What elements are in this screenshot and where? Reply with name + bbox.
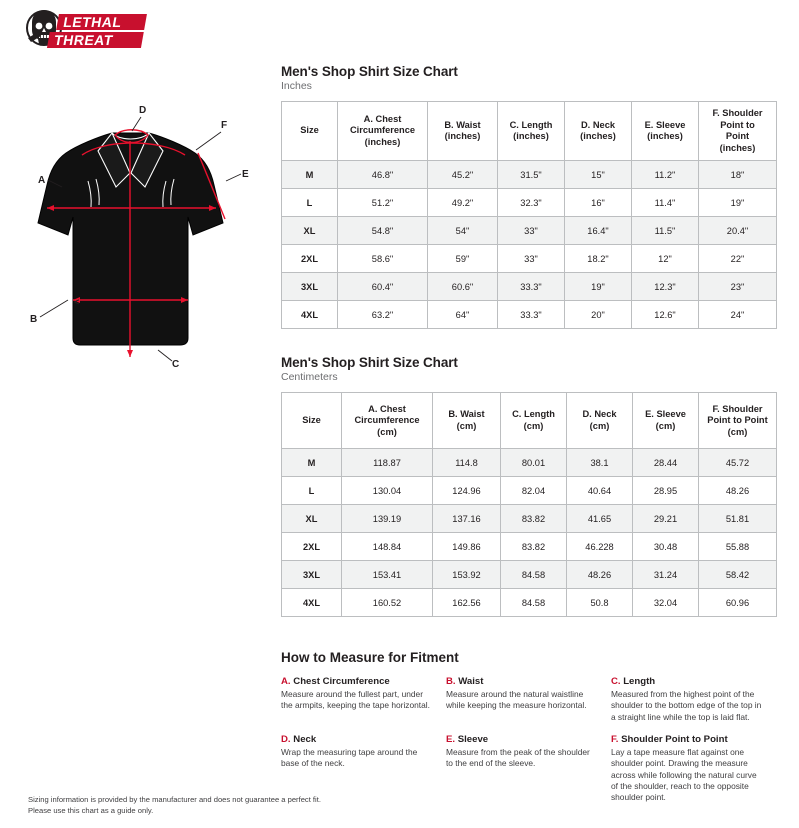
- col-header-shoulder: F. Shoulder Point to Point (inches): [699, 102, 777, 161]
- cell-length: 32.3": [498, 189, 565, 217]
- measure-desc: Measure from the peak of the shoulder to the end of the sleeve.: [445, 747, 590, 769]
- cell-waist: 124.96: [433, 477, 501, 505]
- diagram-label-D: D: [139, 105, 147, 116]
- measure-letter: C.: [610, 676, 621, 687]
- inches-section-subtitle: Inches: [281, 80, 312, 92]
- cell-chest: 130.04: [342, 477, 433, 505]
- cell-length: 83.82: [501, 533, 567, 561]
- measure-name: Waist: [455, 676, 484, 687]
- cell-neck: 38.1: [567, 449, 633, 477]
- cell-sleeve: 31.24: [633, 561, 699, 589]
- cell-size: L: [282, 189, 338, 217]
- cell-chest: 148.84: [342, 533, 433, 561]
- size-table-centimeters: [281, 392, 777, 617]
- measure-desc: Measure around the natural waistline while keeping the measure horizontal.: [445, 689, 587, 711]
- table-row: [282, 301, 777, 329]
- col-header-chest: A. Chest Circumference (cm): [342, 393, 433, 449]
- disclaimer-line-2: Please use this chart as a guide only.: [28, 806, 154, 815]
- cell-neck: 46.228: [567, 533, 633, 561]
- table-row: [282, 161, 777, 189]
- cell-sleeve: 12.6": [632, 301, 699, 329]
- size-table-inches: [281, 101, 777, 329]
- col-header-shoulder: F. Shoulder Point to Point (cm): [699, 393, 777, 449]
- measure-grid: [281, 676, 776, 815]
- measure-name: Chest Circumference: [290, 676, 390, 687]
- cell-size: M: [282, 161, 338, 189]
- table-row: [282, 561, 777, 589]
- shirt-measurement-diagram: [20, 95, 265, 385]
- measure-letter: D.: [281, 734, 291, 746]
- measure-name: Length: [620, 676, 656, 687]
- svg-text:THREAT: THREAT: [52, 32, 115, 48]
- measure-desc: Wrap the measuring tape around the base of the neck.: [281, 747, 418, 769]
- measure-desc: Measure around the fullest part, under the armpits, keeping the tape horizontal.: [281, 689, 430, 711]
- how-to-measure-section: [281, 650, 776, 815]
- cell-length: 33.3": [498, 301, 565, 329]
- cell-length: 33": [498, 217, 565, 245]
- shirt-diagram-icon: [20, 95, 265, 385]
- col-header-chest: A. Chest Circumference (inches): [338, 102, 428, 161]
- cell-length: 33.3": [498, 273, 565, 301]
- cell-shoulder: 20.4": [699, 217, 777, 245]
- measure-desc: Lay a tape measure flat against one shoulder point. Drawing the measure across while following the natural curve of the shoulder, reach to the opposite shoulder point.: [610, 747, 757, 803]
- cell-shoulder: 23": [699, 273, 777, 301]
- diagram-label-C: C: [172, 359, 180, 370]
- measure-letter: E.: [445, 734, 456, 746]
- cell-chest: 153.41: [342, 561, 433, 589]
- how-to-measure-title: How to Measure for Fitment: [281, 650, 459, 665]
- cell-shoulder: 45.72: [699, 449, 777, 477]
- lethal-threat-logo-icon: [22, 8, 152, 56]
- cell-chest: 51.2": [338, 189, 428, 217]
- diagram-label-E: E: [242, 169, 249, 180]
- cell-waist: 153.92: [433, 561, 501, 589]
- cell-length: 83.82: [501, 505, 567, 533]
- col-header-waist: B. Waist (inches): [428, 102, 498, 161]
- col-header-size: Size: [282, 393, 342, 449]
- cell-sleeve: 12.3": [632, 273, 699, 301]
- brand-logo: [22, 8, 152, 56]
- cm-section-subtitle: Centimeters: [281, 371, 338, 384]
- col-header-waist: B. Waist (cm): [433, 393, 501, 449]
- cell-neck: 20": [565, 301, 632, 329]
- cell-neck: 16": [565, 189, 632, 217]
- measure-item-shoulder: [611, 734, 776, 804]
- col-header-length: C. Length (cm): [501, 393, 567, 449]
- cell-length: 80.01: [501, 449, 567, 477]
- table-row: [282, 477, 777, 505]
- diagram-label-B: B: [30, 314, 38, 325]
- cell-neck: 18.2": [565, 245, 632, 273]
- measure-name: Sleeve: [455, 734, 489, 746]
- cell-sleeve: 28.95: [633, 477, 699, 505]
- cell-neck: 16.4": [565, 217, 632, 245]
- cell-shoulder: 24": [699, 301, 777, 329]
- measure-letter: F.: [610, 734, 619, 746]
- measure-name: Shoulder Point to Point: [618, 734, 728, 746]
- svg-text:LETHAL: LETHAL: [62, 14, 124, 30]
- cell-chest: 58.6": [338, 245, 428, 273]
- cell-size: XL: [282, 505, 342, 533]
- table-header-row: [282, 102, 777, 161]
- cell-shoulder: 48.26: [699, 477, 777, 505]
- cell-sleeve: 30.48: [633, 533, 699, 561]
- cell-waist: 59": [428, 245, 498, 273]
- cell-chest: 63.2": [338, 301, 428, 329]
- cell-size: 3XL: [282, 273, 338, 301]
- disclaimer-line-1: Sizing information is provided by the manufacturer and does not guarantee a perfect fit.: [28, 795, 321, 804]
- cell-chest: 46.8": [338, 161, 428, 189]
- cell-shoulder: 60.96: [699, 589, 777, 617]
- cell-waist: 137.16: [433, 505, 501, 533]
- measure-item-chest: [281, 676, 446, 723]
- cell-neck: 40.64: [567, 477, 633, 505]
- cell-waist: 162.56: [433, 589, 501, 617]
- cell-sleeve: 11.2": [632, 161, 699, 189]
- diagram-label-F: F: [221, 120, 228, 131]
- diagram-label-A: A: [38, 175, 46, 186]
- cell-waist: 114.8: [433, 449, 501, 477]
- cell-shoulder: 18": [699, 161, 777, 189]
- cell-length: 84.58: [501, 589, 567, 617]
- cell-chest: 139.19: [342, 505, 433, 533]
- measure-item-sleeve: [446, 734, 611, 804]
- table-header-row: [282, 393, 777, 449]
- cell-neck: 48.26: [567, 561, 633, 589]
- cell-chest: 160.52: [342, 589, 433, 617]
- cm-section-title: Men's Shop Shirt Size Chart: [281, 355, 458, 371]
- inches-section-title: Men's Shop Shirt Size Chart: [281, 64, 458, 79]
- cell-shoulder: 22": [699, 245, 777, 273]
- cell-length: 31.5": [498, 161, 565, 189]
- cell-sleeve: 12": [632, 245, 699, 273]
- cell-waist: 49.2": [428, 189, 498, 217]
- col-header-neck: D. Neck (inches): [565, 102, 632, 161]
- cell-neck: 15": [565, 161, 632, 189]
- cell-size: 2XL: [282, 533, 342, 561]
- cell-chest: 118.87: [342, 449, 433, 477]
- col-header-neck: D. Neck (cm): [567, 393, 633, 449]
- cell-sleeve: 32.04: [633, 589, 699, 617]
- measure-letter: B.: [445, 676, 456, 687]
- cell-size: 2XL: [282, 245, 338, 273]
- cell-shoulder: 55.88: [699, 533, 777, 561]
- svg-text:<: <: [74, 297, 80, 307]
- cell-size: 4XL: [282, 589, 342, 617]
- size-tables: [281, 64, 776, 617]
- measure-item-length: [611, 676, 776, 723]
- cell-size: M: [282, 449, 342, 477]
- table-row: [282, 217, 777, 245]
- cell-neck: 41.65: [567, 505, 633, 533]
- cell-waist: 149.86: [433, 533, 501, 561]
- cell-waist: 64": [428, 301, 498, 329]
- cell-length: 82.04: [501, 477, 567, 505]
- cell-length: 33": [498, 245, 565, 273]
- cell-waist: 45.2": [428, 161, 498, 189]
- cell-waist: 60.6": [428, 273, 498, 301]
- cell-shoulder: 58.42: [699, 561, 777, 589]
- measure-desc: Measured from the highest point of the shoulder to the bottom edge of the top in a straight line while the top is laid flat.: [610, 689, 762, 722]
- cell-chest: 54.8": [338, 217, 428, 245]
- measure-name: Neck: [290, 734, 317, 746]
- table-row: [282, 449, 777, 477]
- cell-length: 84.58: [501, 561, 567, 589]
- table-row: [282, 505, 777, 533]
- cell-waist: 54": [428, 217, 498, 245]
- table-row: [282, 245, 777, 273]
- cell-sleeve: 29.21: [633, 505, 699, 533]
- cell-shoulder: 19": [699, 189, 777, 217]
- cell-neck: 19": [565, 273, 632, 301]
- measure-item-waist: [446, 676, 611, 723]
- cell-size: 3XL: [282, 561, 342, 589]
- table-row: [282, 589, 777, 617]
- disclaimer: [28, 794, 321, 816]
- table-row: [282, 533, 777, 561]
- col-header-length: C. Length (inches): [498, 102, 565, 161]
- col-header-sleeve: E. Sleeve (cm): [633, 393, 699, 449]
- col-header-sleeve: E. Sleeve (inches): [632, 102, 699, 161]
- cell-chest: 60.4": [338, 273, 428, 301]
- table-row: [282, 189, 777, 217]
- cell-size: XL: [282, 217, 338, 245]
- measure-letter: A.: [281, 676, 291, 687]
- col-header-size: Size: [282, 102, 338, 161]
- cell-size: 4XL: [282, 301, 338, 329]
- cell-sleeve: 11.4": [632, 189, 699, 217]
- table-row: [282, 273, 777, 301]
- cell-neck: 50.8: [567, 589, 633, 617]
- cell-sleeve: 28.44: [633, 449, 699, 477]
- cell-size: L: [282, 477, 342, 505]
- cell-shoulder: 51.81: [699, 505, 777, 533]
- cell-sleeve: 11.5": [632, 217, 699, 245]
